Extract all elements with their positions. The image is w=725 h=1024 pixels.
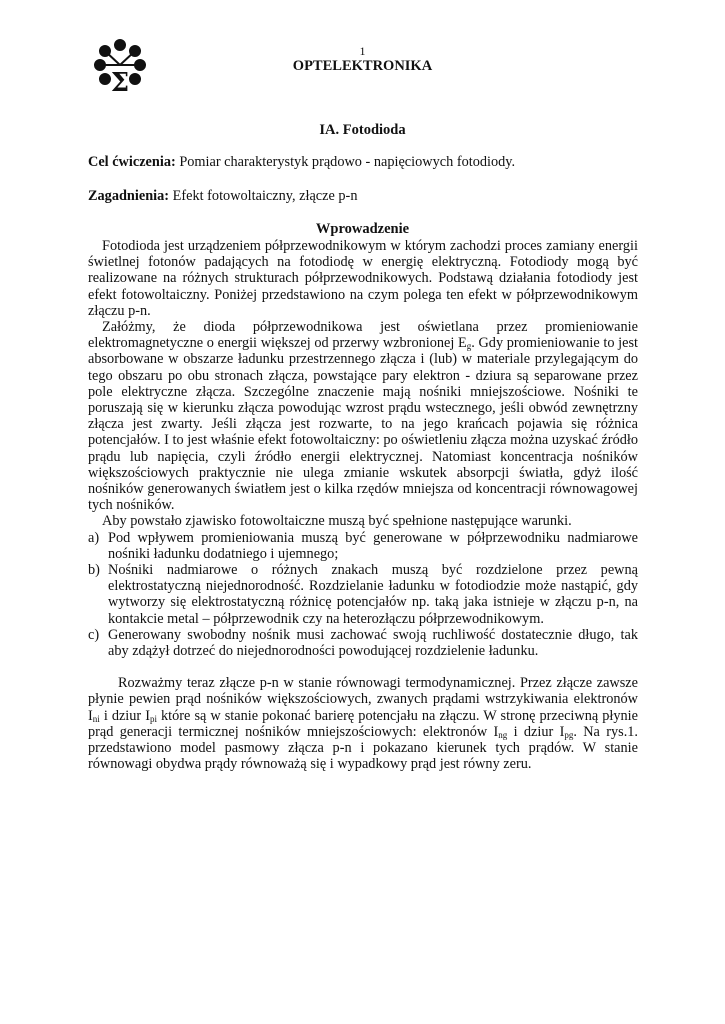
conditions-list: [88, 530, 638, 660]
paragraph-1: Fotodioda jest urządzeniem półprzewodnikowym w którym zachodzi proces zamiany energii świetlnej fotonów padających na fotodiodę w energię elektryczną. Fotodiody mogą być realizowane na różnych strukturach półprzewodnikowych. Podstawą działania fotodiody jest efekt fotowoltaiczny. Poniżej przedstawiono na czym polega ten efekt w półprzewodnikowym złączu p-n.: [88, 238, 638, 319]
document-title: OPTELEKTRONIKA: [292, 58, 433, 74]
intro-heading: Wprowadzenie: [315, 221, 410, 237]
list-item: a) Pod wpływem promieniowania muszą być generowane w półprzewodniku nadmiarowe nośniki ładunku dodatniego i ujemnego;: [88, 529, 638, 562]
paragraph-2: Załóżmy, że dioda półprzewodnikowa jest oświetlana przez promieniowanie elektromagnetyczne o energii większej od przerwy wzbronionej $E_g$. Gdy promieniowanie to jest absorbowane w obszarze ładunku przestrzennego złącza i (lub) w materiale przylegającym do tego obszaru po obu stronach złącza, powstające pary elektron - dziura są separowane przez pole elektryczne złącza. Szczególne znaczenie mają nośniki mniejszościowe. Nośniki te poruszają się w kierunku złącza powodując wzrost prądu wstecznego, jeśli obwód zewnętrzny złącza jest zwarty. Jeśli złącza jest rozwarte, to na jego krańcach pojawia się różnica potencjałów. I to jest właśnie efekt fotowoltaiczny: po oświetleniu złącza można uzyskać źródło prądu lub napięcia, czyli źródło energii elektrycznej. Natomiast koncentracja nośników większościowych praktycznie nie ulega zmianie wskutek absorpcji światła, gdyż ilość nośników generowanych światłem jest o kilka rzędów mniejsza od koncentracji równowagowej tych nośników.: [88, 319, 638, 514]
list-item: c) Generowany swobodny nośnik musi zachować swoją ruchliwość dostatecznie długo, tak aby zdążył dotrzeć do niejednorodności powodującej rozdzielenie ładunku.: [88, 626, 638, 660]
page-number: 1: [359, 44, 366, 58]
exercise-goal: [88, 154, 638, 171]
paragraph-3: Aby powstało zjawisko fotowoltaiczne muszą być spełnione następujące warunki.: [102, 513, 572, 530]
section-title: IA. Fotodioda: [319, 122, 406, 138]
intro-body: [88, 238, 638, 773]
exercise-topics: [88, 188, 638, 205]
topics-label: Zagadnienia:: [88, 188, 170, 204]
goal-text: Pomiar charakterystyk prądowo - napięciowych fotodiody.: [179, 154, 516, 170]
paragraph-4: Rozważmy teraz złącze p-n w stanie równowagi termodynamicznej. Przez złącze zawsze płynie pewien prąd nośników większościowych, zwanych prądami wstrzykiwania elektronów $I_{ni}$ i dziur $I_{pi}$ które są w stanie pokonać barierę potencjału na złączu. W stronę przeciwną płynie prąd generacji termicznej nośników mniejszościowych: elektronów $I_{ng}$ i dziur $I_{pg}$. Na rys.1. przedstawiono model pasmowy złącza p-n i pokazano kierunek tych prądów. W stanie równowagi obydwa prądy równoważą się i wypadkowy prąd jest równy zeru.: [88, 675, 638, 773]
list-item: b) Nośniki nadmiarowe o różnych znakach muszą być rozdzielone przez pewną elektrostatyczną niejednorodność. Rozdzielanie ładunku w fotodiodzie może nastąpić, gdy wytworzy się elektrostatyczną różnicę potencjałów np. taką jaka istnieje w złączu p-n, na kontakcie metal – półprzewodnik czy na heterozłączu półprzewodnikowym.: [88, 562, 638, 627]
goal-label: Cel ćwiczenia:: [88, 154, 176, 170]
svg-text:Σ: Σ: [110, 68, 130, 94]
topics-text: Efekt fotowoltaiczny, złącze p-n: [172, 188, 358, 204]
